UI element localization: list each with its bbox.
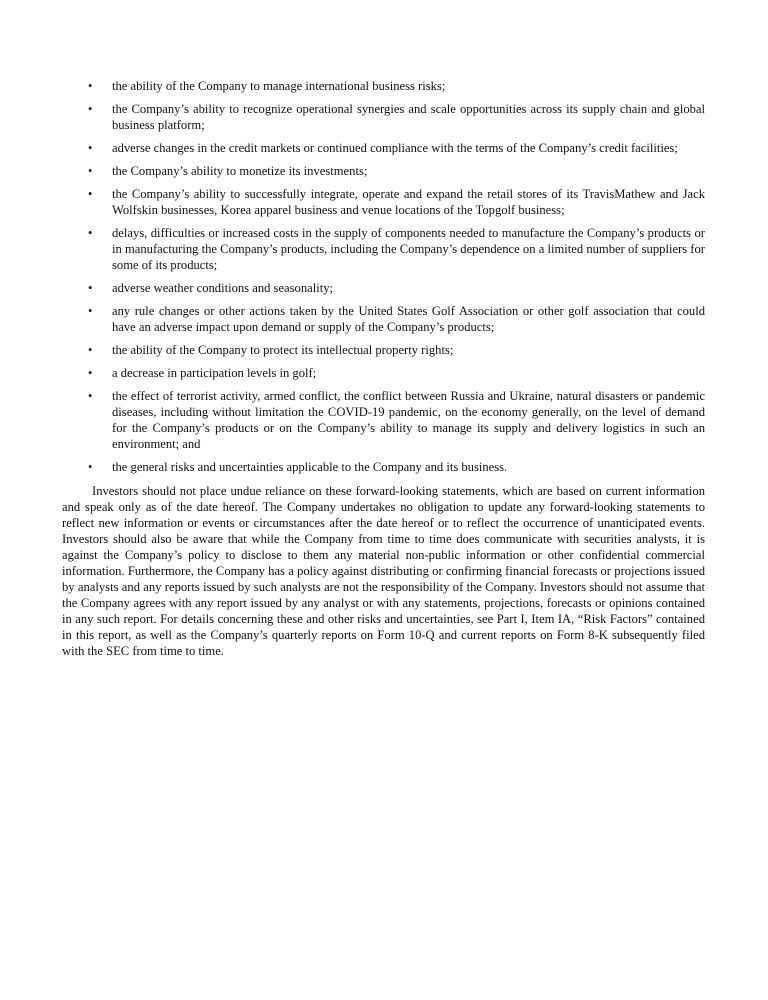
bullet-icon: •: [88, 187, 93, 201]
bullet-icon: •: [88, 141, 93, 155]
page-content: [0, 78, 768, 659]
bullet-text: adverse changes in the credit markets or continued compliance with the terms of the Company’s credit facilities;: [112, 141, 678, 155]
bullet-icon: •: [88, 164, 93, 178]
bullet-item: [88, 388, 705, 452]
bullet-text: the Company’s ability to monetize its investments;: [112, 164, 368, 178]
investors-disclaimer-paragraph: Investors should not place undue reliance on these forward-looking statements, which are based on current information and speak only as of the date hereof. The Company undertakes no obligation to update any forward-looking statements to reflect new information or events or circumstances after the date hereof or to reflect the occurrence of unanticipated events. Investors should also be aware that while the Company from time to time does communicate with securities analysts, it is against the Company’s policy to disclose to them any material non-public information or other confidential commercial information. Furthermore, the Company has a policy against distributing or confirming financial forecasts or projections issued by analysts and any reports issued by such analysts are not the responsibility of the Company. Investors should not assume that the Company agrees with any report issued by any analyst or with any statements, projections, forecasts or opinions contained in any such report. For details concerning these and other risks and uncertainties, see Part I, Item IA, “Risk Factors” contained in this report, as well as the Company’s quarterly reports on Form 10-Q and current reports on Form 8-K subsequently filed with the SEC from time to time.: [62, 484, 705, 658]
bullet-item: [88, 303, 705, 335]
bullet-icon: •: [88, 304, 93, 318]
bullet-icon: •: [88, 343, 93, 357]
bullet-item: [88, 101, 705, 133]
bullet-item: [88, 186, 705, 218]
bullet-icon: •: [88, 226, 93, 240]
bullet-icon: •: [88, 102, 93, 116]
bullet-icon: •: [88, 460, 93, 474]
bullet-icon: •: [88, 366, 93, 380]
risk-factors-bullet-list: [88, 78, 705, 475]
bullet-item: [88, 365, 705, 381]
bullet-item: [88, 163, 705, 179]
bullet-text: the Company’s ability to recognize operational synergies and scale opportunities across its supply chain and global business platform;: [112, 102, 705, 132]
bullet-item: [88, 280, 705, 296]
bullet-text: the ability of the Company to manage international business risks;: [112, 79, 446, 93]
bullet-text: delays, difficulties or increased costs in the supply of components needed to manufacture the Company’s products or in manufacturing the Company’s products, including the Company’s dependence on a limited number of suppliers for some of its products;: [112, 226, 705, 272]
bullet-item: [88, 78, 705, 94]
bullet-icon: •: [88, 281, 93, 295]
bullet-text: a decrease in participation levels in golf;: [112, 366, 317, 380]
bullet-icon: •: [88, 389, 93, 403]
bullet-text: the general risks and uncertainties applicable to the Company and its business.: [112, 460, 508, 474]
bullet-item: [88, 140, 705, 156]
bullet-text: any rule changes or other actions taken by the United States Golf Association or other golf association that could have an adverse impact upon demand or supply of the Company’s products;: [112, 304, 705, 334]
bullet-icon: •: [88, 79, 93, 93]
bullet-text: the effect of terrorist activity, armed conflict, the conflict between Russia and Ukraine, natural disasters or pandemic diseases, including without limitation the COVID-19 pandemic, on the economy generally, on the level of demand for the Company’s products or on the Company’s ability to manage its supply and delivery logistics in such an environment; and: [112, 389, 705, 451]
bullet-item: [88, 225, 705, 273]
bullet-item: [88, 459, 705, 475]
bullet-text: the Company’s ability to successfully integrate, operate and expand the retail stores of its TravisMathew and Jack Wolfskin businesses, Korea apparel business and venue locations of the Topgolf business;: [112, 187, 705, 217]
bullet-text: adverse weather conditions and seasonality;: [112, 281, 334, 295]
bullet-item: [88, 342, 705, 358]
bullet-text: the ability of the Company to protect its intellectual property rights;: [112, 343, 454, 357]
